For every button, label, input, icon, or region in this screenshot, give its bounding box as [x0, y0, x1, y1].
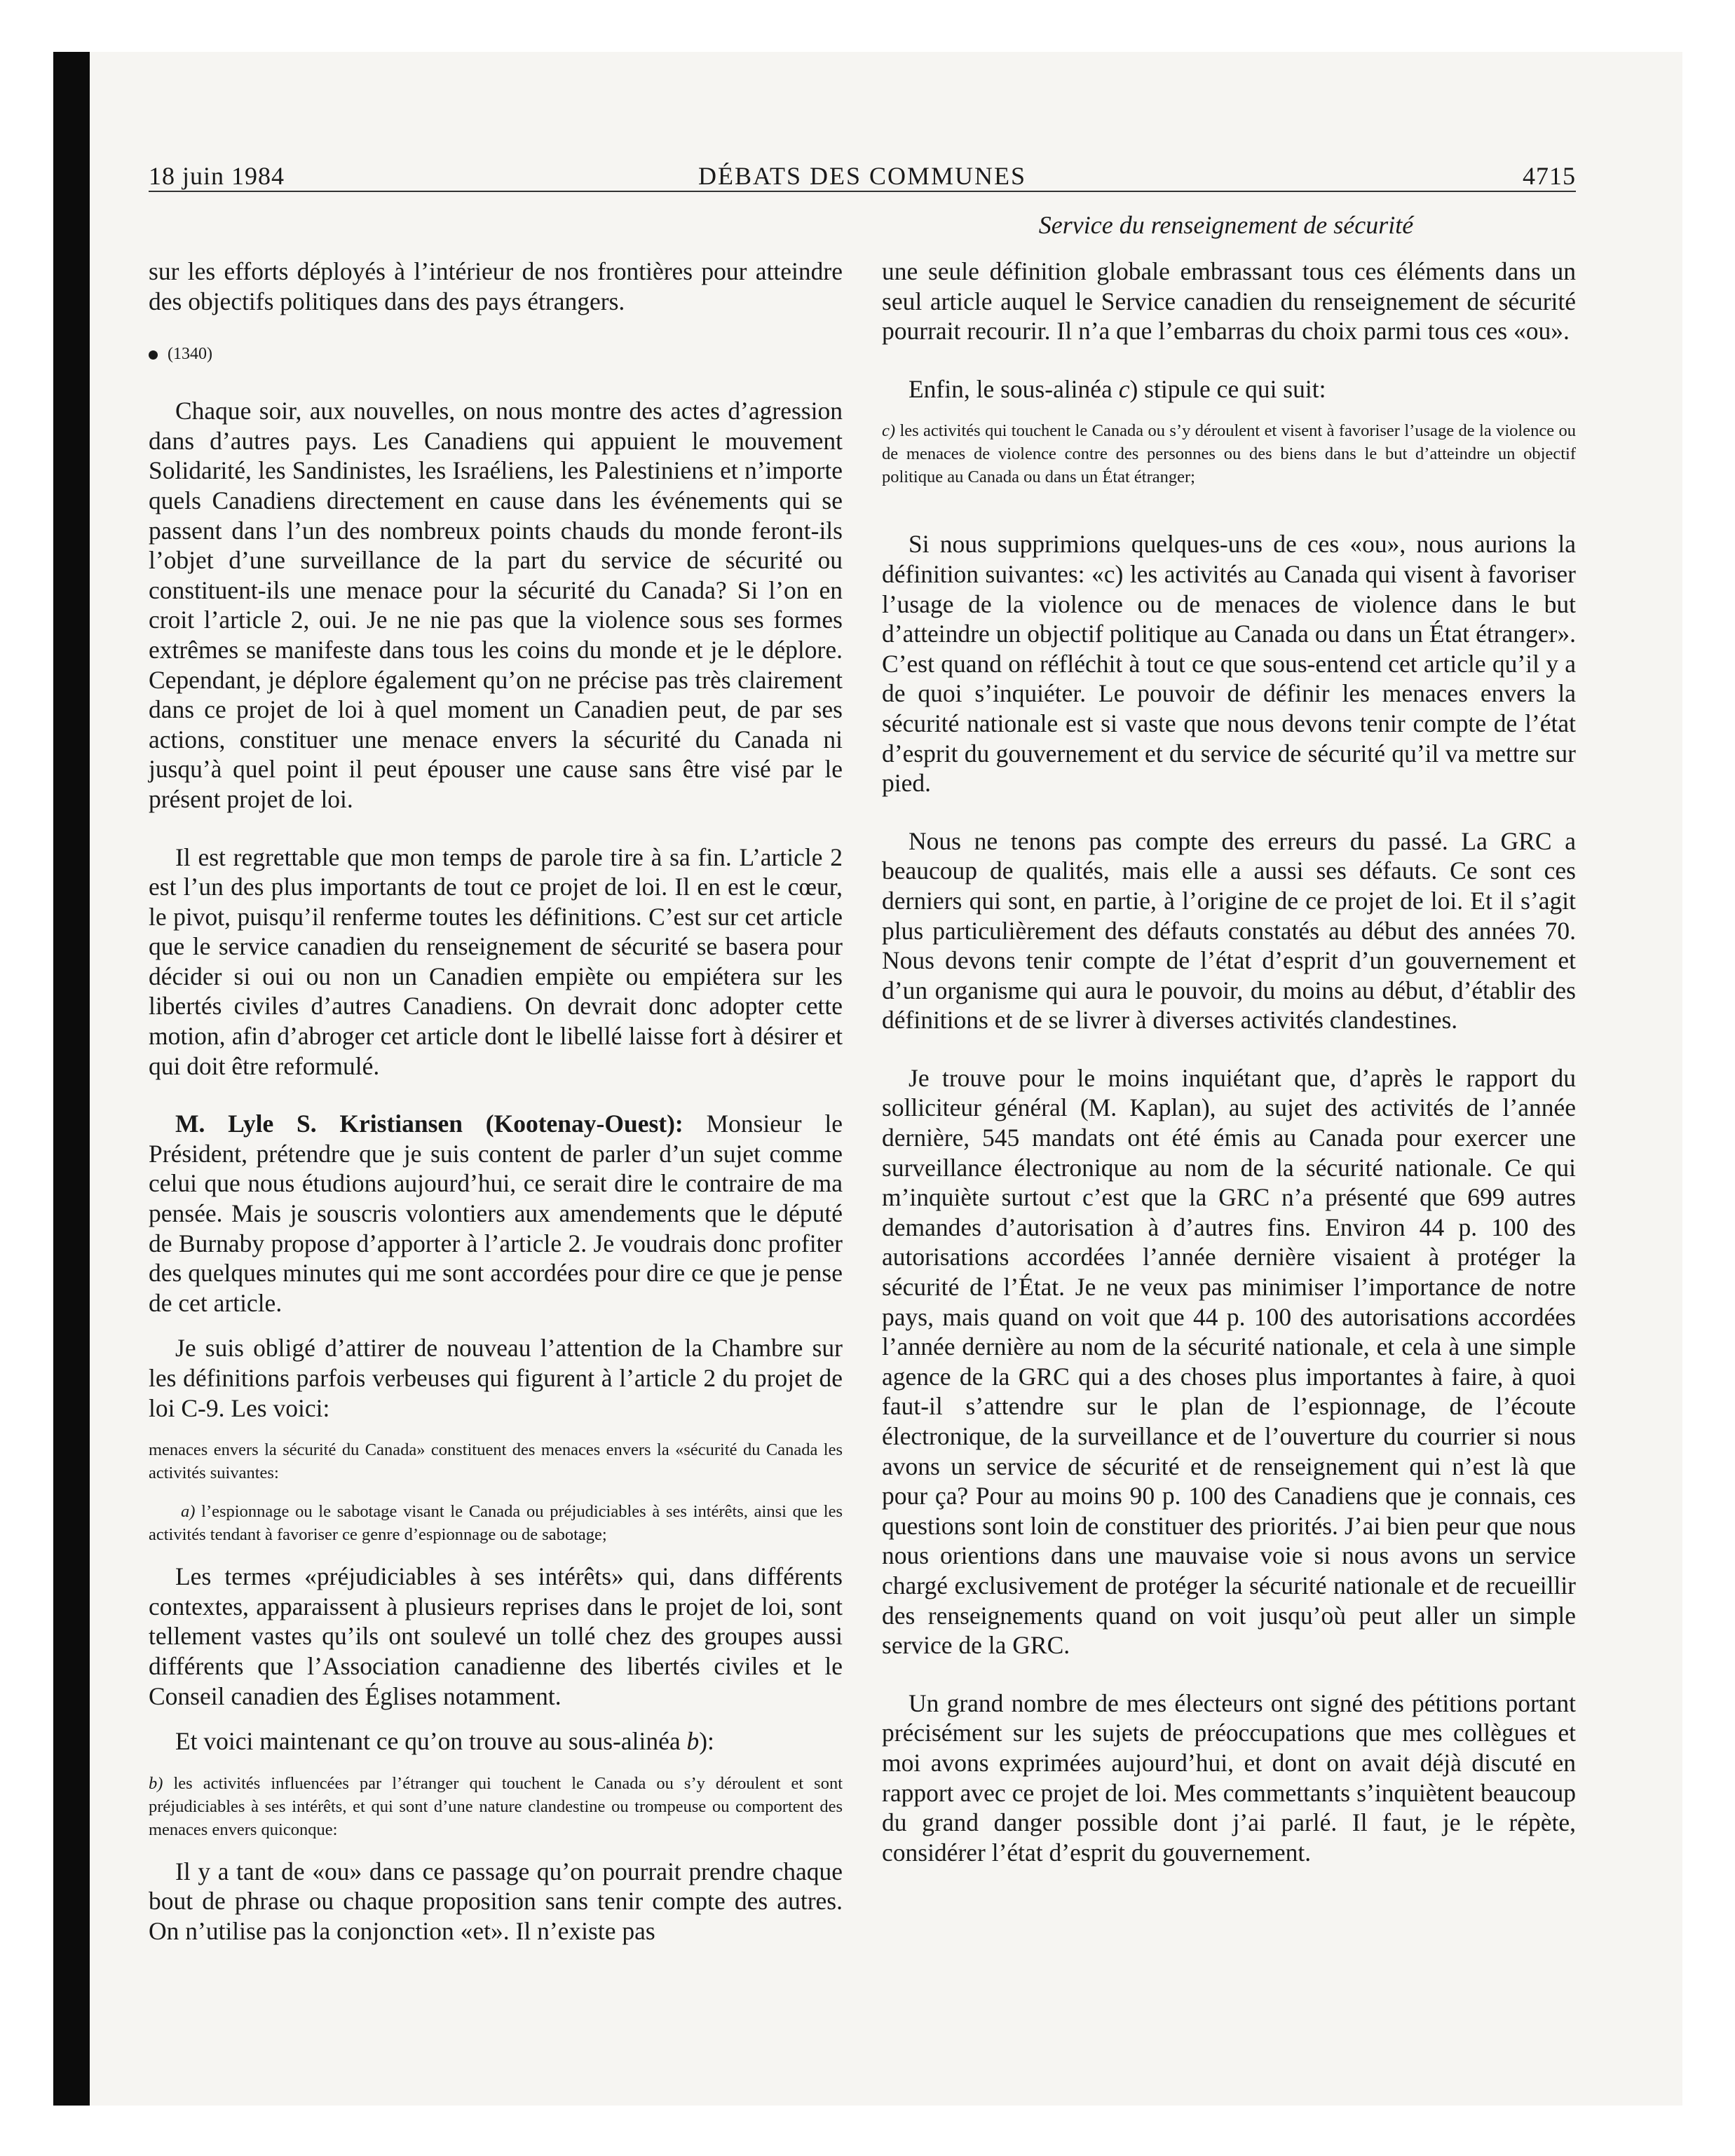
text-run: Enfin, le sous-alinéa — [909, 374, 1119, 403]
text-run: Et voici maintenant ce qu’on trouve au sous-alinéa — [175, 1727, 687, 1756]
scan-edge-shadow — [53, 52, 90, 2106]
right-column — [882, 257, 1576, 1867]
paragraph — [149, 1726, 843, 1756]
bullet-icon — [149, 350, 158, 360]
clause-letter: a) — [181, 1502, 196, 1522]
page-header — [149, 157, 1576, 192]
clause-letter: b) — [149, 1773, 163, 1793]
speech-text: Monsieur le Président, prétendre que je suis content de parler d’un sujet comme celui que nous étudions aujourd’hui, ce serait dire le contraire de ma pensée. Mais je souscris volontiers aux amendements que le député de Burnaby propose d’apporter à l’article 2. Je voudrais donc profiter des quelques minutes qui me sont accordées pour dire ce que je pense de cet article. — [149, 1110, 843, 1317]
text-run: ): — [699, 1727, 714, 1756]
time-marker — [149, 340, 843, 368]
speaker-paragraph — [149, 1109, 843, 1318]
quoted-clause-c — [882, 419, 1576, 489]
quoted-clause-b — [149, 1772, 843, 1841]
paragraph: Il y a tant de «ou» dans ce passage qu’on pourrait prendre chaque bout de phrase ou chaque proposition sans tenir compte des autres. On n’utilise pas la conjonction «et». Il n’existe pas — [149, 1857, 843, 1945]
paragraph: Nous ne tenons pas compte des erreurs du passé. La GRC a beaucoup de qualités, mais elle a aussi ses défauts. Ce sont ces derniers qui sont, en partie, à l’origine de ce projet de loi. Et il s’agit plus particulièrement des défauts constatés au début des années 70. Nous devons tenir compte de l’état d’esprit d’un gouvernement et d’un organisme qui aura le pouvoir, du moins au début, d’établir des définitions et de se livrer à diverses activités clandestines. — [882, 826, 1576, 1035]
header-page-number: 4715 — [1523, 162, 1576, 190]
paragraph: sur les efforts déployés à l’intérieur de nos frontières pour atteindre des objectifs politiques dans des pays étrangers. — [149, 257, 843, 315]
header-publication: DÉBATS DES COMMUNES — [698, 162, 1027, 190]
clause-letter: b — [686, 1727, 700, 1756]
paragraph: une seule définition globale embrassant tous ces éléments dans un seul article auquel le Service canadien du renseignement de sécurité pourrait recourir. Il n’a que l’embarras du choix parmi tous ces «ou». — [882, 257, 1576, 346]
quoted-clause-a — [149, 1500, 843, 1546]
clause-letter: c — [1118, 374, 1130, 403]
speaker-name: M. Lyle S. Kristiansen (Kootenay-Ouest): — [175, 1110, 683, 1138]
clause-letter: c) — [882, 421, 896, 441]
quoted-definition: menaces envers la sécurité du Canada» constituent des menaces envers la «sécurité du Canada les activités suivantes: — [149, 1440, 843, 1483]
time-marker-text: (1340) — [168, 345, 212, 364]
paragraph: Je trouve pour le moins inquiétant que, d’après le rapport du solliciteur général (M. Kaplan), au sujet des activités de l’année dernière, 545 mandats ont été émis au Canada pour exercer une surveillance électronique au nom de la sécurité nationale. Ce qui m’inquiète surtout c’est que la GRC n’a présenté que 699 autres demandes d’autorisation à d’autres fins. Environ 44 p. 100 des autorisations accordées l’année dernière visaient à protéger la sécurité de l’État. Je ne veux pas minimiser l’importance de notre pays, mais quand on voit que 44 p. 100 des autorisations accordées l’année dernière au nom de la sécurité nationale, et cela à une simple agence de la GRC qui a des choses plus importantes à faire, à quoi faut-il s’attendre sur le plan de l’espionnage, de l’écoute électronique, de la surveillance et de l’ouverture du courrier si nous avons un service de sécurité et de renseignement qui n’est là que pour ça? Pour au moins 90 p. 100 des Canadiens que je connais, ces questions sont loin de constituer des priorités. J’ai bien peur que nous nous orientions dans une mauvaise voie si nous avons un service chargé exclusivement de protéger la sécurité nationale et de recueillir des renseignements quand on voit jusqu’où peut aller un simple service de la GRC. — [882, 1063, 1576, 1660]
paragraph: Il est regrettable que mon temps de parole tire à sa fin. L’article 2 est l’un des plus importants de tout ce projet de loi. Il en est le cœur, le pivot, puisqu’il renferme toutes les définitions. C’est sur cet article que le service canadien du renseignement de sécurité se basera pour décider si oui ou non un Canadien empiète ou empiétera sur les libertés civiles d’autres Canadiens. On devrait donc adopter cette motion, afin d’abroger cet article dont le libellé laisse fort à désirer et qui doit être reformulé. — [149, 842, 843, 1080]
paragraph: Je suis obligé d’attirer de nouveau l’attention de la Chambre sur les définitions parfois verbeuses qui figurent à l’article 2 du projet de loi C-9. Les voici: — [149, 1334, 843, 1422]
clause-text: les activités influencées par l’étranger qui touchent le Canada ou s’y déroulent et sont préjudiciables à ses intérêts, et qui sont d’une nature clandestine ou trompeuse ou comportent des menaces envers quiconque: — [149, 1773, 843, 1839]
paragraph: Chaque soir, aux nouvelles, on nous montre des actes d’agression dans d’autres pays. Les Canadiens qui appuient le mouvement Solidarité, les Sandinistes, les Israéliens, les Palestiniens et n’importe quels Canadiens directement en cause dans les événements qui se passent dans l’un des nombreux points chauds du monde feront-ils l’objet d’une surveillance de la part du service de sécurité ou constituent-ils une menace pour la sécurité du Canada? Si l’on en croit l’article 2, oui. Je ne nie pas que la violence sous ses formes extrêmes se manifeste dans tous les coins du monde et je le déplore. Cependant, je déplore également qu’on ne précise pas très clairement dans ce projet de loi à quel moment un Canadien peut, de par ses actions, constituer une menace envers la sécurité du Canada ni jusqu’à quel point il peut épouser une cause sans être visé par le présent projet de loi. — [149, 397, 843, 813]
running-title: Service du renseignement de sécurité — [1038, 211, 1414, 239]
paragraph: Les termes «préjudiciables à ses intérêts» qui, dans différents contextes, apparaissent à plusieurs reprises dans le projet de loi, sont tellement vastes qu’ils ont soulevé un tollé chez des groupes aussi différents que l’Association canadienne des libertés civiles et le Conseil canadien des Églises notamment. — [149, 1562, 843, 1710]
paragraph: Un grand nombre de mes électeurs ont signé des pétitions portant précisément sur les sujets de préoccupations que mes collègues et moi avons exprimées aujourd’hui, et dont on avait déjà discuté en rapport avec ce projet de loi. Mes commettants s’inquiètent beaucoup du grand danger possible dont j’ai parlé. Il faut, je le répète, considérer l’état d’esprit du gouvernement. — [882, 1688, 1576, 1867]
clause-text: les activités qui touchent le Canada ou s’y déroulent et visent à favoriser l’usage de la violence ou de menaces de violence contre des personnes ou des biens dans le but d’atteindre un objectif politique au Canada ou dans un État étranger; — [882, 421, 1576, 487]
paragraph — [882, 374, 1576, 404]
left-column — [149, 257, 843, 1946]
paragraph: Si nous supprimions quelques-uns de ces «ou», nous aurions la définition suivantes: «c) les activités au Canada qui visent à favoriser l’usage de la violence ou de menaces de violence dans le but d’atteindre un objectif politique au Canada ou dans un État étranger». C’est quand on réfléchit à tout ce que sous-entend cet article qu’il y a de quoi s’inquiéter. Le pouvoir de définir les menaces envers la sécurité nationale est si vaste que nous devons tenir compte de l’état d’esprit du gouvernement et du service de sécurité qu’il va mettre sur pied. — [882, 530, 1576, 798]
header-date: 18 juin 1984 — [149, 162, 285, 190]
text-run: ) stipule ce qui suit: — [1129, 374, 1326, 403]
clause-text: l’espionnage ou le sabotage visant le Canada ou préjudiciables à ses intérêts, ainsi que les activités tendant à favoriser ce genre d’espionnage ou de sabotage; — [149, 1502, 843, 1545]
